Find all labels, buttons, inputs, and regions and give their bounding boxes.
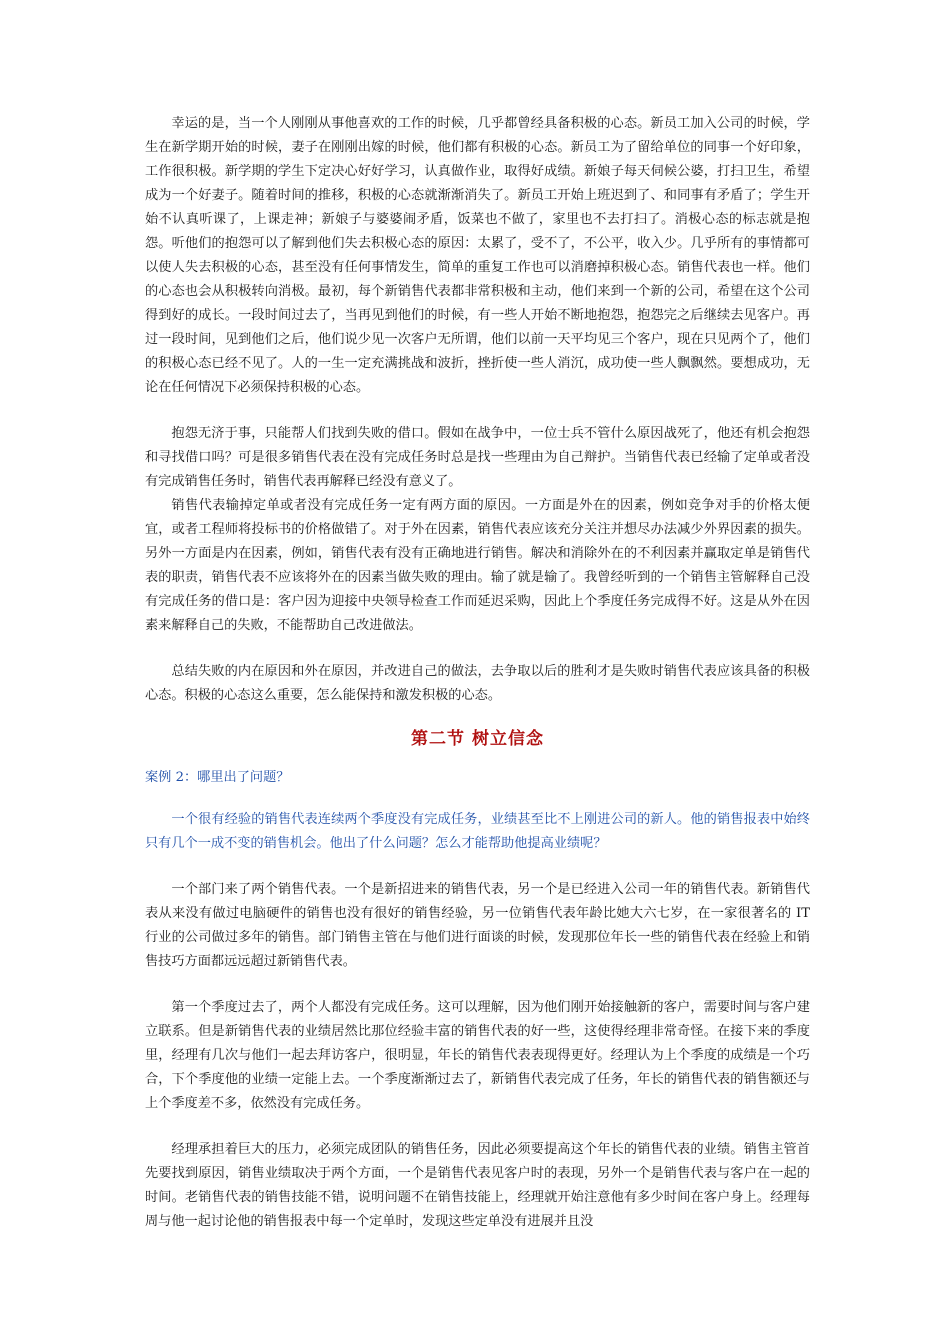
body-paragraph-first-quarter: 第一个季度过去了，两个人都没有完成任务。这可以理解，因为他们刚开始接触新的客户，需要时间与客户建立联系。但是新销售代表的业绩居然比那位经验丰富的销售代表的好一些，这使得经理非常奇怪。在接下来的季度里，经理有几次与他们一起去拜访客户，很明显，年长的销售代表表现得更好。经理认为上个季度的成绩是一个巧合，下个季度他的业绩一定能上去。一个季度渐渐过去了，新销售代表完成了任务，年长的销售代表的销售额还与上个季度差不多，依然没有完成任务。 (145, 1000, 810, 1111)
body-paragraph-two-reps: 一个部门来了两个销售代表。一个是新招进来的销售代表，另一个是已经进入公司一年的销售代表。新销售代表从来没有做过电脑硬件的销售也没有很好的销售经验，另一位销售代表年龄比她大六七岁，在一家很著名的 IT 行业的公司做过多年的销售。部门销售主管在与他们进行面谈的时候，发现那位年长一些的销售代表在经验上和销售技巧方面都远远超过新销售代表。 (145, 882, 810, 969)
paragraph-gap (145, 856, 810, 878)
body-paragraph-causes: 销售代表输掉定单或者没有完成任务一定有两方面的原因。一方面是外在的因素，例如竞争对手的价格太便宜，或者工程师将投标书的价格做错了。对于外在因素，销售代表应该充分关注并想尽办法减少外界因素的损失。另外一方面是内在因素，例如，销售代表有没有正确地进行销售。解决和消除外在的不利因素并赢取定单是销售代表的职责，销售代表不应该将外在的因素当做失败的理由。输了就是输了。我曾经听到的一个销售主管解释自己没有完成任务的借口是：客户因为迎接中央领导检查工作而延迟采购，因此上个季度任务完成得不好。这是从外在因素来解释自己的失败，不能帮助自己改进做法。 (145, 498, 810, 633)
paragraph-gap (145, 974, 810, 996)
paragraph-gap (145, 638, 810, 660)
body-paragraph-summary: 总结失败的内在原因和外在原因，并改进自己的做法，去争取以后的胜利才是失败时销售代表应该具备的积极心态。积极的心态这么重要，怎么能保持和激发积极的心态。 (145, 664, 810, 703)
body-paragraph-complaints: 抱怨无济于事，只能帮人们找到失败的借口。假如在战争中，一位士兵不管什么原因战死了，他还有机会抱怨和寻找借口吗？可是很多销售代表在没有完成任务时总是找一些理由为自己辩护。当销售代表已经输了定单或者没有完成销售任务时，销售代表再解释已经没有意义了。 (145, 426, 810, 489)
paragraph-gap (145, 1116, 810, 1138)
case-summary: 一个很有经验的销售代表连续两个季度没有完成任务，业绩甚至比不上刚进公司的新人。他的销售报表中始终只有几个一成不变的销售机会。他出了什么问题？怎么才能帮助他提高业绩呢？ (145, 812, 810, 851)
case-title: 案例 2：哪里出了问题？ (145, 770, 290, 785)
document-page (145, 112, 810, 1234)
section-heading: 第二节 树立信念 (411, 729, 544, 749)
paragraph-gap (145, 400, 810, 422)
body-paragraph-manager-pressure: 经理承担着巨大的压力，必须完成团队的销售任务，因此必须要提高这个年长的销售代表的业绩。销售主管首先要找到原因，销售业绩取决于两个方面，一个是销售代表见客户时的表现，另外一个是销售代表与客户在一起的时间。老销售代表的销售技能不错，说明问题不在销售技能上，经理就开始注意他有多少时间在客户身上。经理每周与他一起讨论他的销售报表中每一个定单时，发现这些定单没有进展并且没 (145, 1142, 810, 1229)
body-paragraph-positive-attitude: 幸运的是，当一个人刚刚从事他喜欢的工作的时候，几乎都曾经具备积极的心态。新员工加入公司的时候，学生在新学期开始的时候，妻子在刚刚出嫁的时候，他们都有积极的心态。新员工为了留给单位的同事一个好印象，工作很积极。新学期的学生下定决心好好学习，认真做作业，取得好成绩。新娘子每天伺候公婆，打扫卫生，希望成为一个好妻子。随着时间的推移，积极的心态就渐渐消失了。新员工开始上班迟到了、和同事有矛盾了；学生开始不认真听课了，上课走神；新娘子与婆婆闹矛盾，饭菜也不做了，家里也不去打扫了。消极心态的标志就是抱怨。听他们的抱怨可以了解到他们失去积极心态的原因：太累了，受不了，不公平，收入少。几乎所有的事情都可以使人失去积极的心态，甚至没有任何事情发生，简单的重复工作也可以消磨掉积极心态。销售代表也一样。他们的心态也会从积极转向消极。最初，每个新销售代表都非常积极和主动，他们来到一个新的公司，希望在这个公司得到好的成长。一段时间过去了，当再见到他们的时候，有一些人开始不断地抱怨，抱怨完之后继续去见客户。再过一段时间，见到他们之后，他们说少见一次客户无所谓，他们以前一天平均见三个客户，现在只见两个了，他们的积极心态已经不见了。人的一生一定充满挑战和波折，挫折使一些人消沉，成功使一些人飘飘然。要想成功，无论在任何情况下必须保持积极的心态。 (145, 116, 810, 395)
